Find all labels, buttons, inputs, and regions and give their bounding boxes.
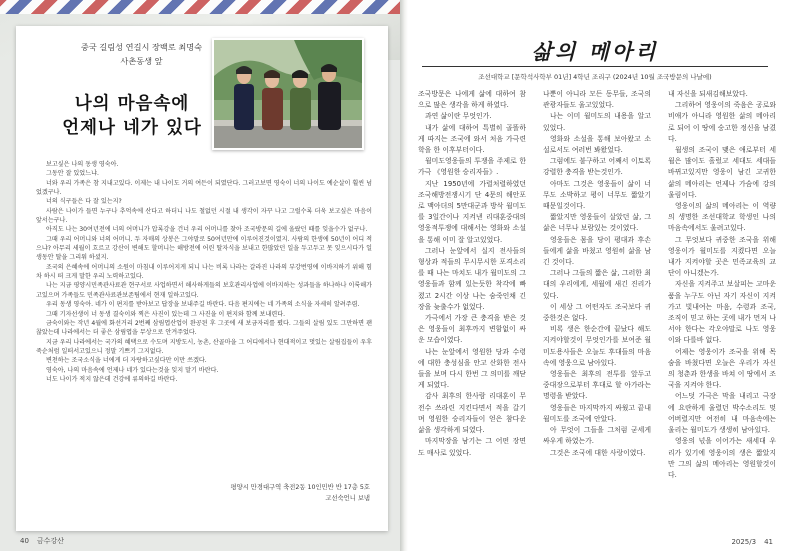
letter-paragraph: 보고싶은 나의 동생 영숙아.: [46, 161, 119, 168]
letter-paragraph: 우리 동생 영숙아. 네가 이 편지를 받아보고 답장을 보내주길 바란다. 다음 편지에는 네 가족의 소식을 자세히 알려주렴.: [46, 301, 360, 309]
article-paragraph: 지난 1950년에 가렬처렬하였던 조국해방전쟁시기 단 4문의 해안포로 맥아더의 5만대군과 방삭 월미도를 3일간이나 지켜낸 리대훈중대의 영웅적투쟁에 대해서는 영화와 소설을 통해 이미 잘 알고있었다.: [418, 179, 526, 244]
article-column-2: [543, 89, 651, 529]
letter-paragraph: 그동안 잘 있었느냐.: [46, 170, 99, 178]
page-number-left: 40: [20, 537, 29, 545]
page-number-right: 41: [764, 538, 773, 546]
article-title-block: [416, 36, 774, 70]
letter-paragraph: 아직도 나는 30여년전에 너의 어머니가 압록강을 건너 우리 어머니를 찾아 조국방문의 길에 올랐던 때를 잊을수가 없구나.: [46, 226, 368, 234]
article-paragraph: 영화와 소설을 통해 보아왔고 소설로서도 여러번 봐왔었다.: [543, 134, 651, 155]
letter-paragraph: 너의 식구들은 다 잘 있는지?: [46, 198, 122, 206]
article-paragraph: 영웅들은 최후의 전투를 앞두고 중대장으로부터 후대로 할 아가라는 명령을 받았다.: [543, 370, 651, 401]
article-paragraph: 어느덧 가극은 막을 내리고 극장에 요란하게 울렸던 박수소리도 멎어버렸지만 여전히 내 마음속에는 울리는 월미도가 생생히 남아있다.: [668, 392, 776, 435]
letter-paragraph: 변천하는 조국소식을 너에게 더 자랑하고싶다만 이만 쓰겠다.: [46, 357, 207, 365]
letter-paragraph: 그때 기자선생이 너 동생 결숙이와 찍은 사진이 있는데 그 사진을 이 편지와 함께 보내련다.: [46, 310, 286, 318]
letter-paragraph: 지금 우리 나라에서는 국가의 혜택으로 수도며 지방도시, 농촌, 산골마을 그 어디에서나 현대적이고 멋있는 살림집들이 우후죽순처럼 일떠서고있으니 정말 기쁘기 그지없다.: [36, 338, 372, 355]
letter-signature: 평양시 만경대구역 축전2동 10인민반 반 17층 5호 고선숙언니 보냄: [230, 484, 370, 502]
article-paragraph: 영웅의 넋을 이어가는 새세대 우리가 있기에 영웅이의 생은 짧았지만 그의 삶의 메아리는 영원할것이다.: [668, 437, 776, 479]
family-photo-image: [214, 40, 364, 150]
letter-sheet: [16, 26, 388, 531]
issue-label: 2025/3: [731, 538, 757, 546]
article-paragraph: 그러나 그들의 짧은 삶, 그러한 최대의 우리에게, 세월에 새긴 진리가 있다.: [543, 269, 651, 300]
article-paragraph: 어제는 영웅이가 조국을 위해 목숨을 바쳤다면 오늘은 우리가 자신의 청춘과 한생을 바쳐 이 땅에서 조국을 지켜야 한다.: [668, 347, 776, 390]
article-column-1: [418, 89, 526, 529]
article-paragraph: 그것은 조국에 대한 사랑이였다.: [550, 448, 646, 457]
letter-paragraph: 그때 우리 어머니와 너의 어머니. 두 자매의 상봉은 그야말로 50여년만에 이루어진것이였지. 사람의 한생에 50년이 어디 적으냐? 아무리 세월이 흐르고 강산이 변해도 할머니는 해방전에 어린 딸자식을 보내고 한많았던 일을 두고두고 못 잊으시다가 일생동안 딸을 그리워 하셨지.: [36, 235, 372, 262]
article-paragraph: 영웅들은 마지막까지 싸웠고 끝내 월미도를 조국에 안았다.: [543, 403, 651, 423]
right-page: [408, 0, 787, 551]
article-paragraph: 나뿐이 아니라 모든 동무들, 조국의 관광자들도 울고있었다.: [543, 90, 651, 110]
letter-recipient: 중국 길림성 연길시 장백로 최명숙 사촌동생 앞: [80, 42, 203, 66]
article-paragraph: 아마도 그것은 영웅들이 삶이 너무도 소박하고 평이 너무도 짧았기때문일것이다.: [543, 179, 651, 211]
article-paragraph: 비록 생은 한순간에 끝났다 해도 지켜야할것이 무엇인가를 보여준 월미도용사들은 오늘도 후대들의 마음속에 영웅으로 남아있다.: [543, 325, 651, 367]
article-paragraph: 나는 이미 월미도의 내용을 알고있었다.: [543, 112, 651, 132]
letter-paragraph: 너도 나이가 적지 않은데 건강에 류의하길 바란다.: [46, 375, 178, 383]
article-paragraph: 내 자신을 되새김해보았다.: [668, 90, 748, 98]
article-paragraph: 마지막장을 남기는 그 어떤 장면도 매사로 있었다.: [418, 437, 526, 457]
article-paragraph: 월생의 조국이 맺은 애로부터 세월은 많이도 흘렀고 세대도 세대들 바뀌고있지만 영웅이 남긴 고귀한 삶의 메아리는 언제나 가슴에 강의 울림이다.: [668, 146, 776, 199]
left-folio: [20, 536, 72, 546]
article-column-3: [668, 89, 776, 529]
article-paragraph: 그럼에도 불구하고 어째서 이토록 강렬한 충격을 받는것인가.: [543, 157, 651, 177]
letter-paragraph: 사람은 나이가 들면 누구나 추억속에 산다고 하더니 나도 철없던 시절 내 생각이 자꾸 나고 그럴수록 더욱 보고싶은 마음이 앞서는구나.: [36, 207, 372, 225]
article-paragraph: 그리하여 영웅이의 죽음은 공로와 비애가 아니라 영원한 삶의 메아리로 되어 이 땅에 숭고한 정신을 남겼다.: [668, 101, 776, 143]
article-paragraph: 자신을 지켜주고 보살피는 고마운 품을 누구도 아닌 자기 자신이 지켜가고 빛내여는 마음, 수령과 조국, 조직이 믿고 하는 곳에 내가 먼저 나서야 한다는 각오야말로 나도 영웅이와 다를바 없다.: [668, 280, 776, 345]
article-paragraph: 영웅들은 몸을 당이 평대과 후손들에게 삶을 바쳤고 영원히 삶을 남긴 것이다.: [543, 235, 651, 267]
article-paragraph: 짧았지만 영웅들이 살았던 삶, 그 삶은 너무나 보람있는 것이였다.: [543, 213, 651, 233]
article-paragraph: 과연 삶이란 무엇인가.: [425, 112, 492, 121]
article-paragraph: 조국방문은 나에게 삶에 대하여 참으로 많은 생각을 하게 하였다.: [418, 90, 526, 110]
letter-paragraph: 금숙이와는 작년 4월에 화선거리 2번째 삼림엽산업이 완공된 후 그곳에 새 보금자리를 폈다. 그들의 살림 있도 그만하면 괜찮았는데 나라에서는 더 좋은 삼림엽을 무상으로 안겨주었다.: [36, 319, 372, 337]
article-paragraph: 아 무엇이 그들을 그처럼 굳세게 싸우게 하였는가.: [543, 426, 651, 446]
family-photo: [212, 38, 364, 150]
article-columns: [418, 89, 776, 529]
article-byline: 조선대학교 [문학석사학부 01년] 4학년 조리구 (2024년 10월 조국방문의 나날에): [478, 73, 712, 81]
magazine-name: 금수강산: [36, 537, 64, 545]
letter-paragraph: 나는 지금 평양시민족관사료관 현구서로 사업하면서 해사하게들의 보호관리사업에 이바지하는 성과들을 하나하나 이룩해가고있으며 가족들도 민족관사료관보존팀에서 현재 일하고있다.: [36, 282, 372, 299]
article-paragraph: 영웅이의 삶의 메아리는 이 역량의 생명한 조선대학교 학생인 나의 마음속에서도 울려고있다.: [668, 202, 776, 233]
letter-body: [36, 160, 372, 384]
letter-paragraph: 영숙아, 나의 마음속에 언제나 네가 있다는것을 잊지 말기 바란다.: [46, 366, 219, 374]
airmail-stripe: [0, 0, 400, 14]
article-paragraph: 감사 최후의 한사람 리대훈이 무전수 쓰라린 지킨다면서 적을 갈기며 영원한 승리자들이 얻은 참다운 삶을 생각하게 되였다.: [418, 392, 526, 435]
page-gutter: [400, 0, 408, 551]
title-underline: [422, 66, 768, 67]
article-paragraph: 가극에서 가장 큰 충격을 받은 것은 영웅들이 최후까지 변함없이 싸운 모습이였다.: [418, 314, 526, 345]
article-paragraph: 월미도영웅들의 투쟁을 주제로 한 가극 《영원한 승리자들》.: [418, 157, 526, 177]
right-folio: [723, 538, 773, 546]
article-paragraph: 이 세상 그 어떤자도 조국보다 귀중한것은 없다.: [543, 302, 651, 323]
article-paragraph: 그 무엇보다 귀중한 조국을 위해 영웅이가 월미도를 지켰다면 오늘 내가 지켜야할 곳은 민족교육의 교단이 아니겠는가.: [668, 235, 776, 278]
article-paragraph: 그러나 눈앞에서 실지 전사들의 형상과 적들의 무시무시한 포격소리를 때 나는 마치도 내가 월미도의 그 영웅들과 함께 있는듯한 착각에 빠졌고 2시간 이상 나는 숨죽인채 긴장을 늦출수가 없었다.: [418, 246, 526, 311]
article-paragraph: 내가 삶에 대하여 특별히 골똘하게 따지는 조국에 와서 처음 가극련학을 한 이후부터이다.: [418, 123, 526, 155]
letter-paragraph: 너와 우리 가족은 참 지내고있다. 이제는 내 나이도 거의 여든이 되였단다. 그러고보면 영숙이 너의 나이도 예순살이 훨씬 넘었겠구나.: [36, 179, 372, 197]
letter-headline: 나의 마음속에 언제나 네가 있다: [62, 94, 202, 138]
article-title: 삶의 메아리: [531, 40, 659, 64]
letter-paragraph: 조국의 은혜속에 어머니의 소원이 마침내 이루어지게 되니 나는 비록 나라는 갈라진 나라의 부강번영에 이바지하기 위해 힘차 하시 떠 크게 말한 우리 노력하고있다.: [36, 263, 372, 281]
article-paragraph: 나는 눈앞에서 영원한 당과 수령에 대한 충성심을 안고 산화한 전사들을 보며 다시 한번 그 의미를 깨닫게 되였다.: [418, 347, 526, 390]
